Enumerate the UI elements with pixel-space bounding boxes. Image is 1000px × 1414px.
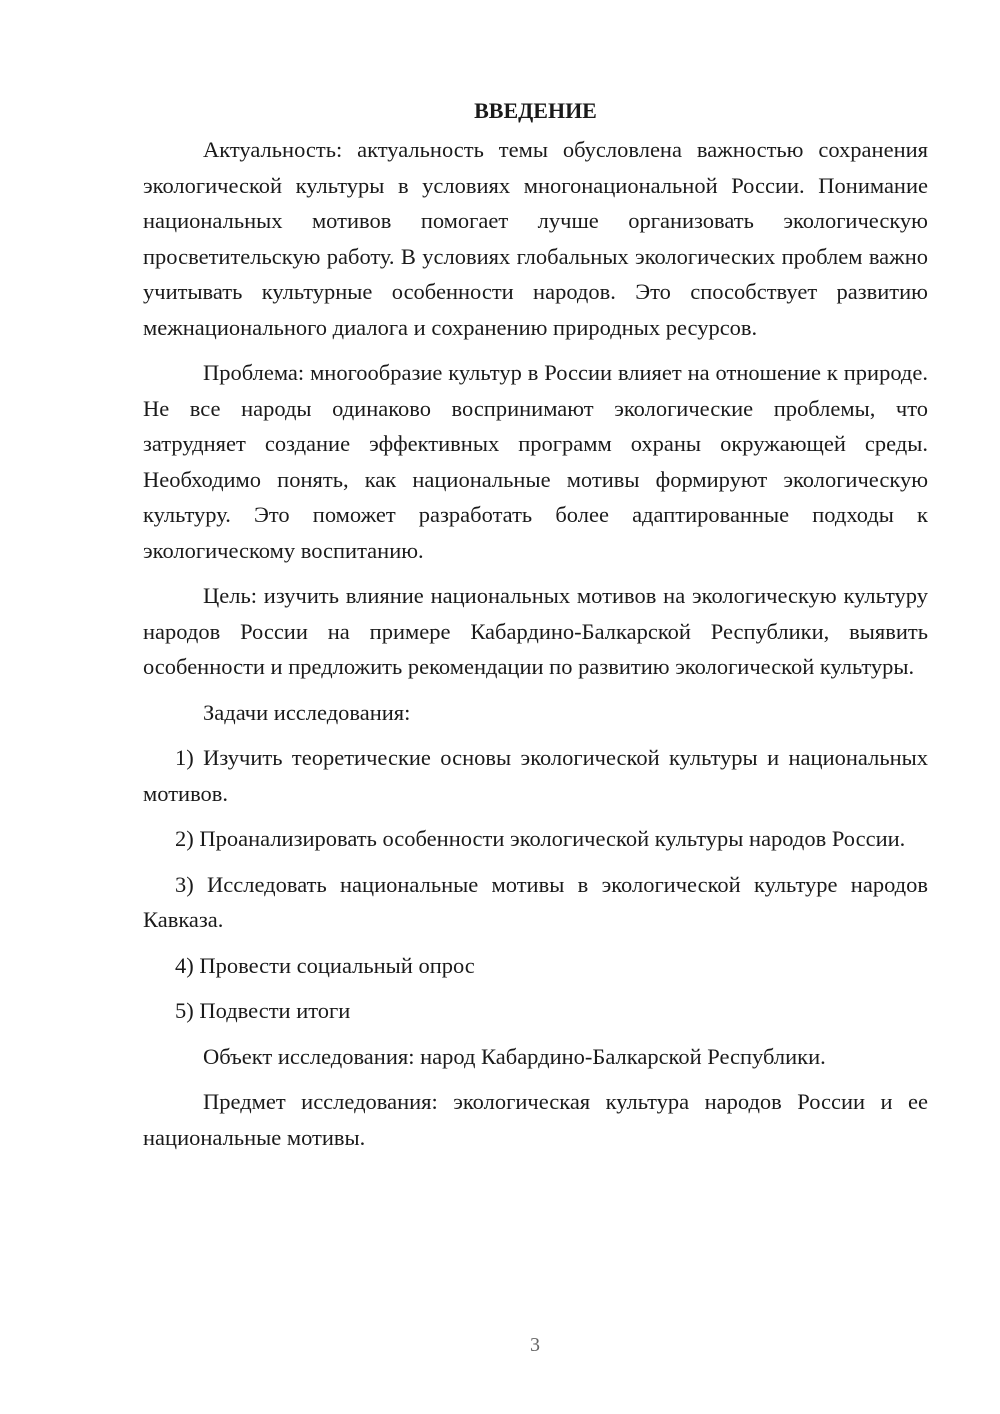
paragraph-problem: Проблема: многообразие культур в России влияет на отношение к природе. Не все народы одинаково воспринимают экологические проблемы, что затрудняет создание эффективных программ охраны окружающей среды. Необходимо понять, как национальные мотивы формируют экологическую культуру. Это поможет разработать более адаптированные подходы к экологическому воспитанию. [143, 360, 928, 563]
task-item-4: 4) Провести социальный опрос [175, 952, 475, 978]
task-item-5: 5) Подвести итоги [175, 998, 351, 1023]
page-content [143, 96, 928, 1165]
task-item-2: 2) Проанализировать особенности экологической культуры народов России. [175, 826, 906, 851]
page-number: 3 [530, 1334, 540, 1356]
paragraph-relevance: Актуальность: актуальность темы обусловлена важностью сохранения экологической культуры в условиях многонациональной России. Понимание национальных мотивов помогает лучше организовать экологическую просветительскую работу. В условиях глобальных экологических проблем важно учитывать культурные особенности народов. Это способствует развитию межнационального диалога и сохранению природных ресурсов. [143, 137, 928, 340]
task-item-1: 1) Изучить теоретические основы экологической культуры и национальных мотивов. [143, 745, 928, 806]
section-heading: ВВЕДЕНИЕ [474, 98, 597, 123]
paragraph-tasks-title: Задачи исследования: [203, 699, 411, 725]
task-item-3: 3) Исследовать национальные мотивы в экологической культуре народов Кавказа. [143, 871, 928, 932]
paragraph-goal: Цель: изучить влияние национальных мотивов на экологическую культуру народов России на примере Кабардино-Балкарской Республики, выявить особенности и предложить рекомендации по развитию экологической культуры. [143, 583, 928, 679]
paragraph-object: Объект исследования: народ Кабардино-Балкарской Республики. [203, 1043, 826, 1069]
paragraph-subject: Предмет исследования: экологическая культура народов России и ее национальные мотивы. [143, 1089, 928, 1150]
